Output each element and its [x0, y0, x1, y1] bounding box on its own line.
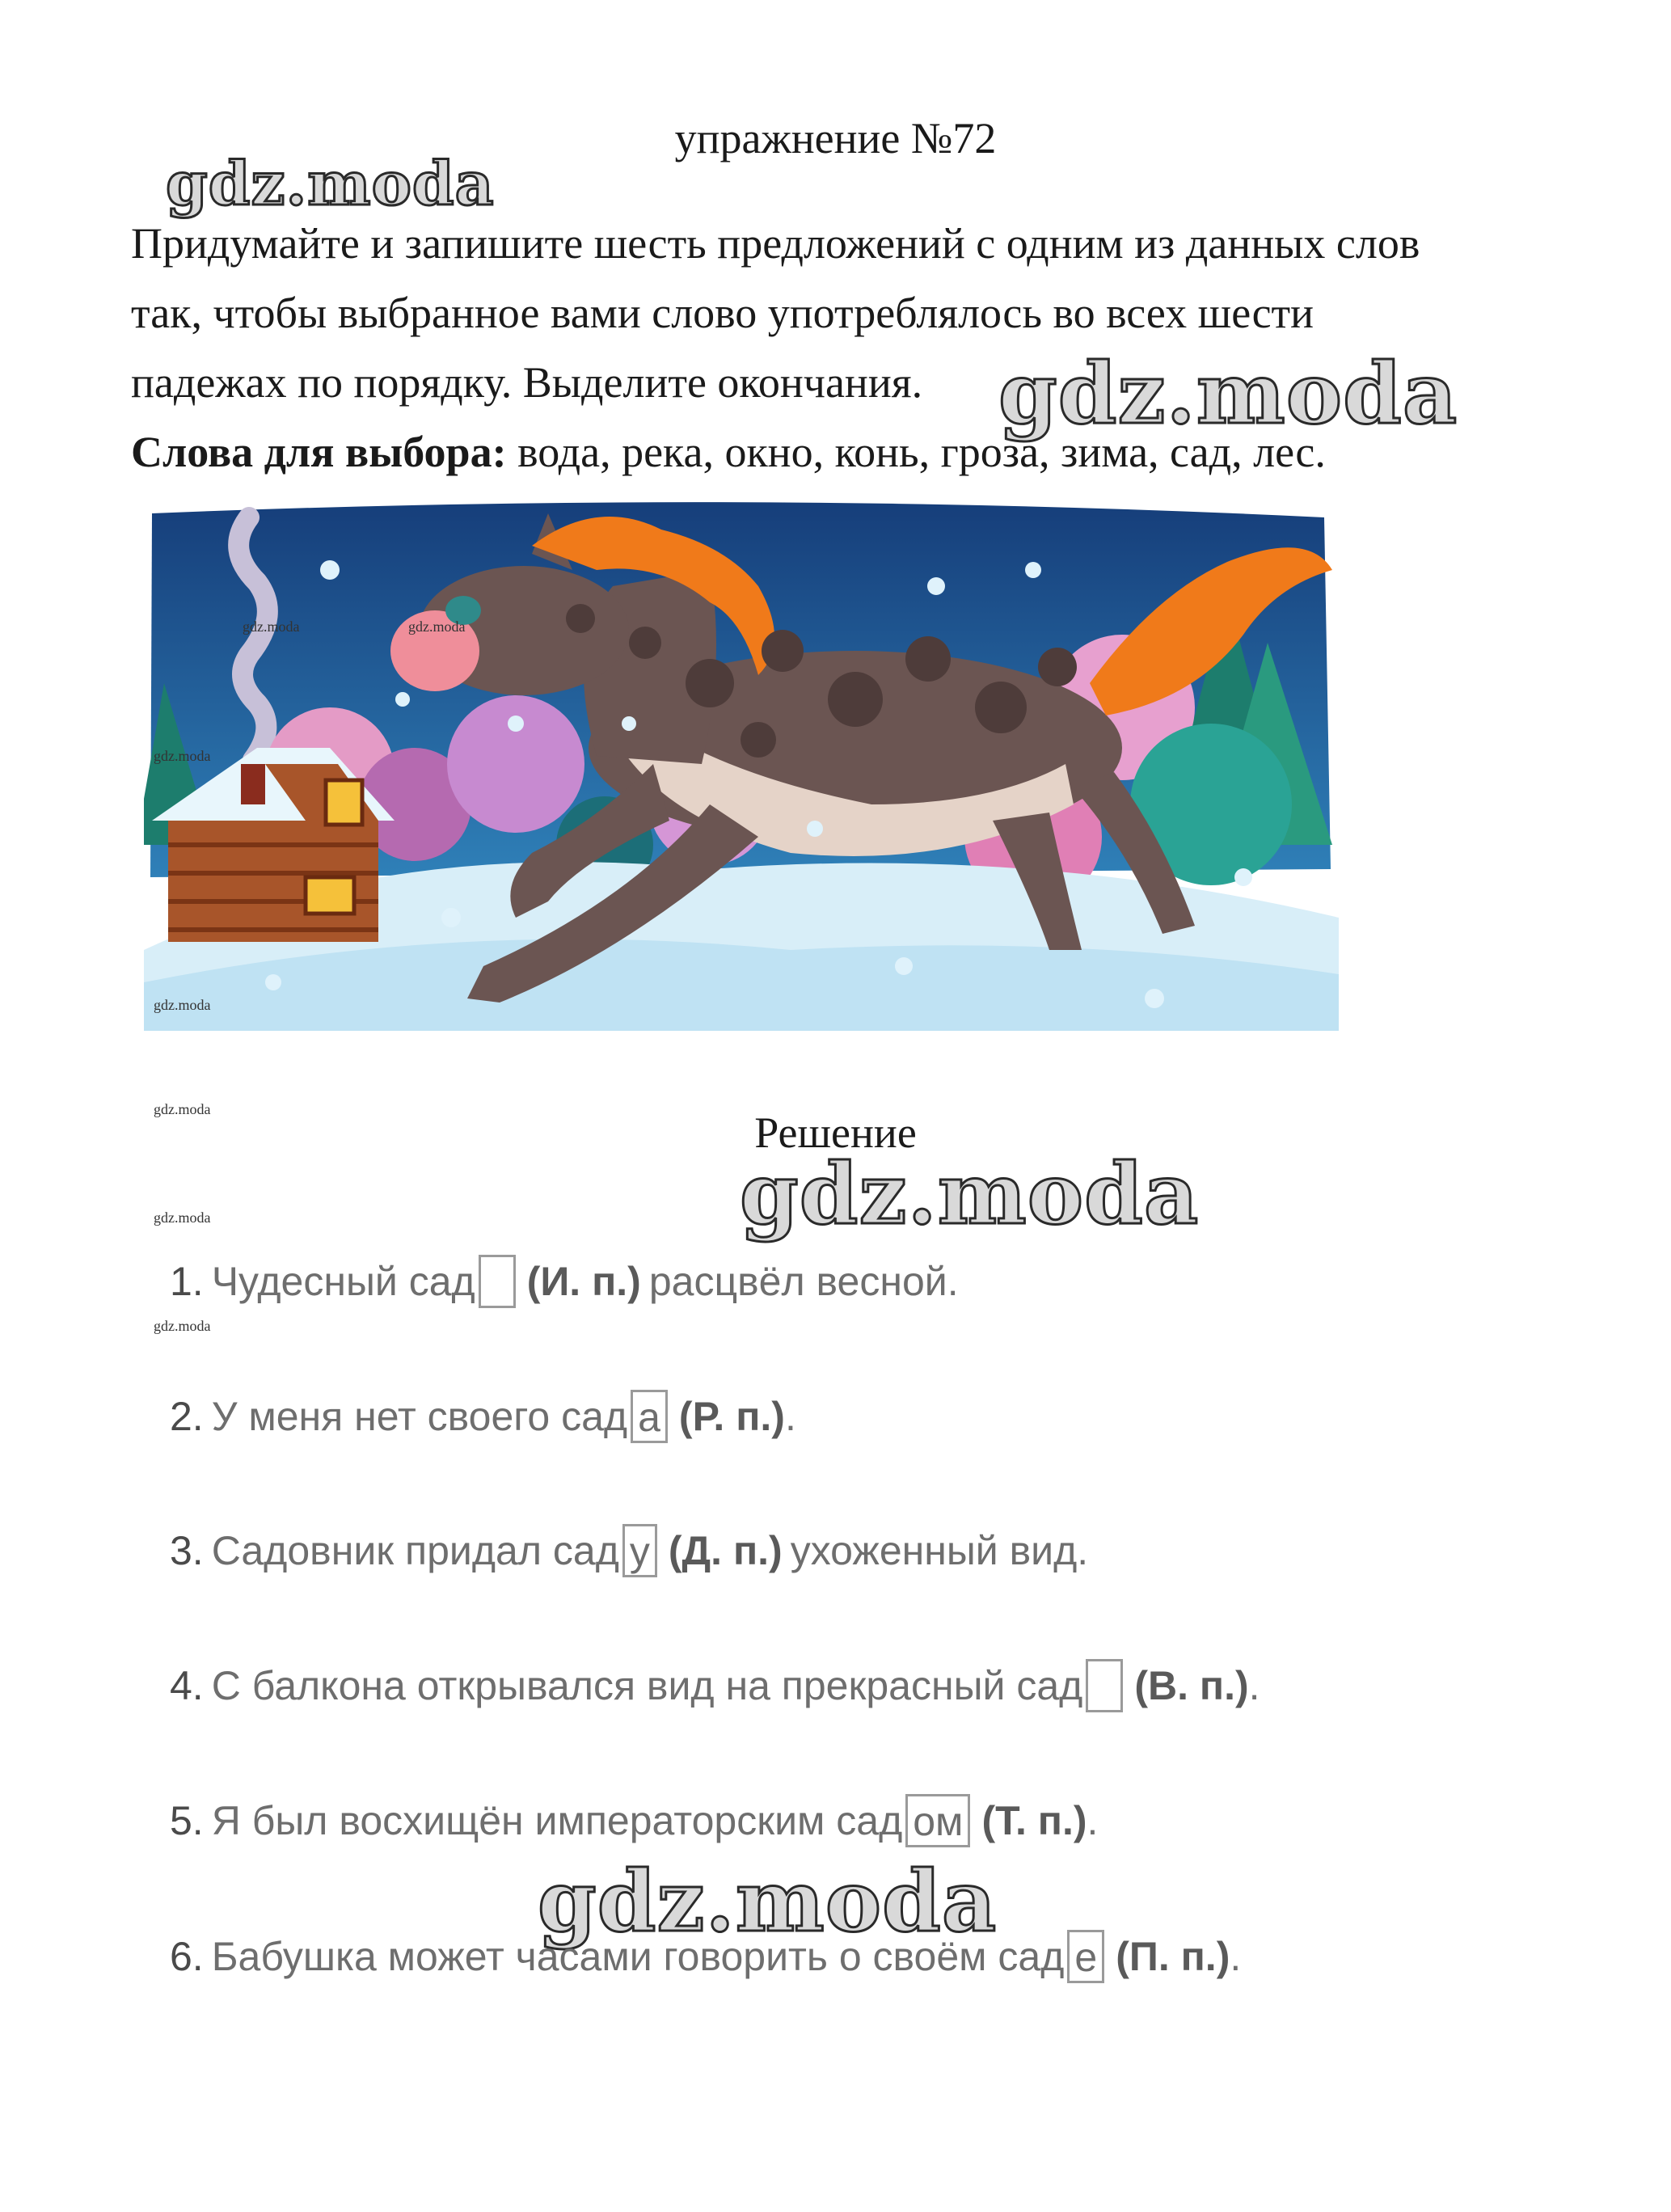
exercise-title: упражнение №72 [674, 114, 997, 163]
case-label: (В. п.) [1134, 1663, 1249, 1708]
ending-box [1086, 1659, 1123, 1712]
watermark: gdz.moda [538, 1851, 998, 1951]
horse-illustration-svg [144, 497, 1339, 1031]
answer-text-after: . [1230, 1934, 1242, 1979]
watermark-small: gdz.moda [154, 748, 211, 764]
watermark-small: gdz.moda [154, 997, 211, 1013]
answer-text-after: расцвёл весной. [648, 1259, 959, 1304]
answer-item [170, 1788, 1098, 1853]
ending-box: у [622, 1524, 657, 1577]
answer-text-after: . [784, 1394, 796, 1439]
ending-box: е [1067, 1930, 1104, 1983]
answer-number: 1. [170, 1259, 204, 1304]
answer-item [170, 1384, 796, 1449]
answer-number: 4. [170, 1663, 204, 1708]
ending-box [479, 1255, 516, 1308]
answer-item [170, 1249, 959, 1314]
case-label: (Т. п.) [981, 1798, 1087, 1843]
answer-number: 3. [170, 1528, 204, 1573]
case-label: (И. п.) [526, 1259, 641, 1304]
instruction-line-3: падежах по порядку. Выделите окончания. [131, 358, 923, 407]
solution-title: Решение [754, 1108, 917, 1157]
watermark-small: gdz.moda [154, 1318, 211, 1334]
answer-item [170, 1924, 1241, 1989]
ending-box: ом [905, 1794, 970, 1847]
watermark: gdz.moda [166, 150, 495, 219]
watermark: gdz.moda [740, 1144, 1200, 1243]
answer-text: Садовник придал сад [211, 1528, 619, 1573]
answer-text: Чудесный сад [211, 1259, 475, 1304]
watermark-small: gdz.moda [243, 618, 300, 635]
answer-number: 6. [170, 1934, 204, 1979]
answer-text: Я был восхищён императорским сад [211, 1798, 903, 1843]
words-list: вода, река, окно, конь, гроза, зима, сад, лес. [506, 428, 1326, 476]
answer-text: Бабушка может часами говорить о своём сад [211, 1934, 1065, 1979]
ending-box: а [631, 1390, 668, 1443]
instruction-line-1: Придумайте и запишите шесть предложений с одним из данных слов [131, 219, 1420, 268]
answer-text-after: ухоженный вид. [790, 1528, 1089, 1573]
case-label: (П. п.) [1116, 1934, 1230, 1979]
answer-item [170, 1518, 1088, 1583]
illustration-winter-horse [144, 497, 1339, 1031]
watermark-small: gdz.moda [408, 618, 466, 635]
watermark-small: gdz.moda [154, 1209, 211, 1226]
watermark-small: gdz.moda [154, 1101, 211, 1117]
watermark: gdz.moda [998, 344, 1458, 443]
answer-item [170, 1653, 1260, 1718]
instruction-line-2: так, чтобы выбранное вами слово употреблялось во всех шести [131, 289, 1314, 337]
answer-number: 2. [170, 1394, 204, 1439]
answer-number: 5. [170, 1798, 204, 1843]
answer-text: С балкона открывался вид на прекрасный сад [211, 1663, 1083, 1708]
case-label: (Р. п.) [678, 1394, 785, 1439]
case-label: (Д. п.) [668, 1528, 783, 1573]
words-label: Слова для выбора: [131, 428, 507, 476]
answer-text-after: . [1087, 1798, 1099, 1843]
answer-text-after: . [1248, 1663, 1260, 1708]
answer-text: У меня нет своего сад [211, 1394, 628, 1439]
